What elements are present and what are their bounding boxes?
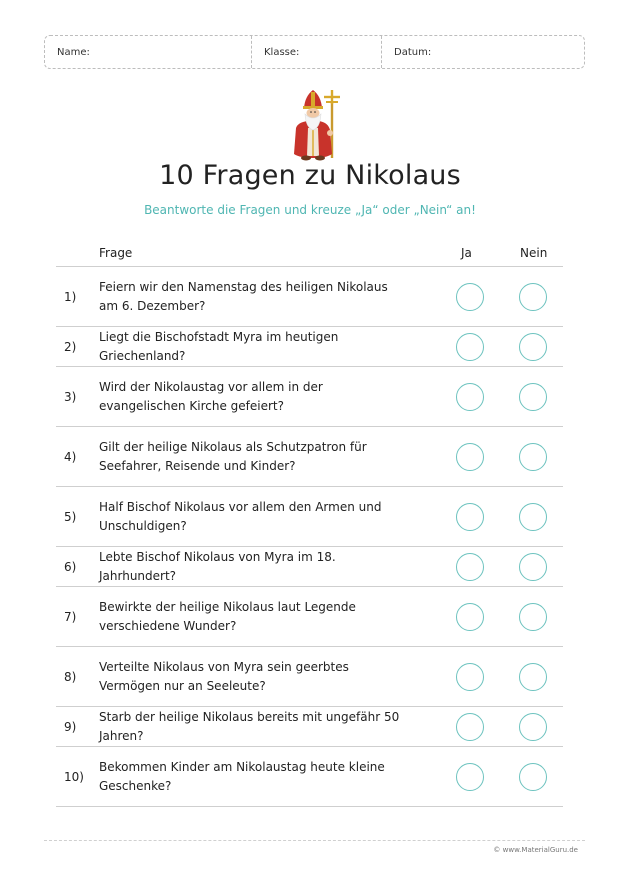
- question-text: Liegt die Bischofstadt Myra im heutigen Griechenland?: [99, 329, 339, 363]
- question-number: 6): [64, 559, 77, 574]
- table-row: [56, 747, 563, 807]
- answer-ja-circle[interactable]: [456, 663, 484, 691]
- instruction-subtitle: Beantworte die Fragen und kreuze „Ja“ oder „Nein“ an!: [144, 203, 476, 217]
- column-header-frage: Frage: [99, 246, 133, 260]
- klasse-field[interactable]: [251, 36, 381, 68]
- answer-ja-circle[interactable]: [456, 333, 484, 361]
- answer-nein-circle[interactable]: [519, 713, 547, 741]
- question-text: Feiern wir den Namenstag des heiligen Nikolaus am 6. Dezember?: [99, 279, 388, 313]
- answer-ja-circle[interactable]: [456, 443, 484, 471]
- table-row: [56, 487, 563, 547]
- table-row: [56, 427, 563, 487]
- question-text: Half Bischof Nikolaus vor allem den Armen und Unschuldigen?: [99, 499, 382, 533]
- question-text: Bewirkte der heilige Nikolaus laut Legende verschiedene Wunder?: [99, 599, 356, 633]
- question-number: 9): [64, 719, 77, 734]
- answer-nein-circle[interactable]: [519, 763, 547, 791]
- question-table: [56, 238, 563, 807]
- datum-label: Datum:: [394, 46, 432, 58]
- question-number: 7): [64, 609, 77, 624]
- answer-nein-circle[interactable]: [519, 443, 547, 471]
- question-number: 2): [64, 339, 77, 354]
- table-row: [56, 327, 563, 367]
- answer-ja-circle[interactable]: [456, 713, 484, 741]
- table-row: [56, 267, 563, 327]
- column-header-nein: Nein: [520, 246, 548, 260]
- name-label: Name:: [57, 46, 90, 58]
- answer-ja-circle[interactable]: [456, 553, 484, 581]
- copyright-text: © www.MaterialGuru.de: [493, 846, 578, 854]
- footer-divider: [44, 840, 585, 841]
- answer-nein-circle[interactable]: [519, 553, 547, 581]
- datum-field[interactable]: [381, 36, 584, 68]
- answer-nein-circle[interactable]: [519, 283, 547, 311]
- answer-ja-circle[interactable]: [456, 603, 484, 631]
- page-title: 10 Fragen zu Nikolaus: [159, 160, 461, 191]
- answer-ja-circle[interactable]: [456, 283, 484, 311]
- table-header: [56, 238, 563, 267]
- table-row: [56, 587, 563, 647]
- question-number: 5): [64, 509, 77, 524]
- question-number: 10): [64, 769, 84, 784]
- name-field[interactable]: [45, 36, 251, 68]
- question-text: Starb der heilige Nikolaus bereits mit ungefähr 50 Jahren?: [99, 709, 400, 743]
- saint-nicholas-icon: [286, 88, 344, 162]
- table-row: [56, 707, 563, 747]
- answer-ja-circle[interactable]: [456, 503, 484, 531]
- student-info-box: [44, 35, 585, 69]
- answer-nein-circle[interactable]: [519, 503, 547, 531]
- answer-nein-circle[interactable]: [519, 333, 547, 361]
- question-text: Gilt der heilige Nikolaus als Schutzpatron für Seefahrer, Reisende und Kinder?: [99, 439, 367, 473]
- answer-nein-circle[interactable]: [519, 603, 547, 631]
- answer-nein-circle[interactable]: [519, 663, 547, 691]
- answer-ja-circle[interactable]: [456, 763, 484, 791]
- question-number: 1): [64, 289, 77, 304]
- question-number: 8): [64, 669, 77, 684]
- question-text: Wird der Nikolaustag vor allem in der evangelischen Kirche gefeiert?: [99, 379, 323, 413]
- table-row: [56, 367, 563, 427]
- question-number: 3): [64, 389, 77, 404]
- table-row: [56, 547, 563, 587]
- question-text: Verteilte Nikolaus von Myra sein geerbtes Vermögen nur an Seeleute?: [99, 659, 349, 693]
- klasse-label: Klasse:: [264, 46, 300, 58]
- answer-nein-circle[interactable]: [519, 383, 547, 411]
- question-number: 4): [64, 449, 77, 464]
- column-header-ja: Ja: [461, 246, 472, 260]
- answer-ja-circle[interactable]: [456, 383, 484, 411]
- question-text: Bekommen Kinder am Nikolaustag heute kleine Geschenke?: [99, 759, 385, 793]
- table-row: [56, 647, 563, 707]
- question-text: Lebte Bischof Nikolaus von Myra im 18. Jahrhundert?: [99, 549, 336, 583]
